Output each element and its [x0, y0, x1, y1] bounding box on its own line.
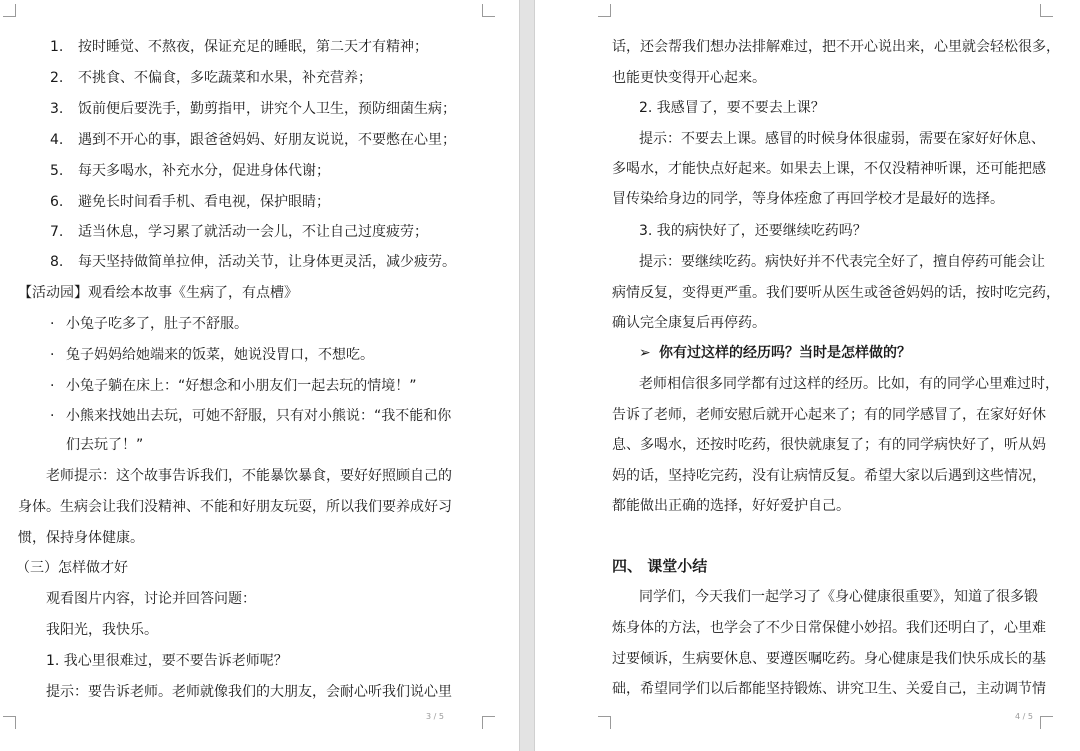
crop-mark: [1040, 716, 1053, 729]
question-3: 3. 我的病快好了，还要继续吃药吗？: [639, 223, 867, 239]
paragraph-line: 也能更快变得开心起来。: [612, 70, 766, 86]
bullet-item: 兔子妈妈给她端来的饭菜，她说没胃口，不想吃。: [66, 347, 374, 363]
list-number: 1.: [50, 39, 64, 55]
question-1: 1. 我心里很难过，要不要告诉老师呢？: [46, 653, 288, 669]
paragraph-line: 炼身体的方法，也学会了不少日常保健小妙招。我们还明白了，心里难: [612, 620, 1046, 636]
summary-heading: 四、 课堂小结: [612, 557, 708, 575]
paragraph-line: 多喝水，才能快点好起来。如果去上课，不仅没精神听课，还可能把感: [612, 161, 1046, 177]
teacher-tip-line: 身体。生病会让我们没精神、不能和好朋友玩耍，所以我们要养成好习: [18, 499, 452, 515]
paragraph-line: 病情反复，变得更严重。我们要听从医生或爸爸妈妈的话，按时吃完药，: [612, 285, 1060, 301]
question-2: 2. 我感冒了，要不要去上课？: [639, 100, 825, 116]
paragraph-line: 老师相信很多同学都有过这样的经历。比如，有的同学心里难过时，: [639, 376, 1059, 392]
list-number: 5.: [50, 163, 64, 179]
list-item: 遇到不开心的事，跟爸爸妈妈、好朋友说说，不要憋在心里；: [78, 132, 456, 148]
crop-mark: [3, 4, 16, 17]
list-item: 饭前便后要洗手，勤剪指甲，讲究个人卫生，预防细菌生病；: [78, 101, 456, 117]
paragraph-line: 息、多喝水，还按时吃药，很快就康复了；有的同学病快好了，听从妈: [612, 437, 1046, 453]
crop-mark: [3, 716, 16, 729]
paragraph-line: 冒传染给身边的同学，等身体痊愈了再回学校才是最好的选择。: [612, 191, 1004, 207]
list-number: 8.: [50, 254, 64, 270]
bullet-dot: ·: [50, 316, 55, 332]
list-number: 6.: [50, 194, 64, 210]
paragraph-line: 同学们，今天我们一起学习了《身心健康很重要》，知道了很多锻: [639, 589, 1038, 605]
experience-title: 你有过这样的经历吗？当时是怎样做的？: [659, 345, 911, 361]
page-3: [0, 0, 519, 751]
crop-mark: [482, 4, 495, 17]
paragraph-line: 告诉了老师，老师安慰后就开心起来了；有的同学感冒了，在家好好休: [612, 407, 1046, 423]
paragraph-line: 妈的话，坚持吃完药，没有让病情反复。希望大家以后遇到这些情况，: [612, 468, 1046, 484]
paragraph-line: 础，希望同学们以后都能坚持锻炼、讲究卫生、关爱自己，主动调节情: [612, 681, 1046, 697]
teacher-tip-line: 惯，保持身体健康。: [18, 530, 144, 546]
list-item: 不挑食、不偏食，多吃蔬菜和水果，补充营养；: [78, 70, 372, 86]
list-number: 7.: [50, 224, 64, 240]
crop-mark: [598, 4, 611, 17]
intro-text: 观看图片内容，讨论并回答问题：: [46, 591, 256, 607]
page-number: 3 / 5: [426, 712, 444, 721]
paragraph-line: 过要倾诉，生病要休息、要遵医嘱吃药。身心健康是我们快乐成长的基: [612, 651, 1046, 667]
list-number: 4.: [50, 132, 64, 148]
paragraph-line: 提示：不要去上课。感冒的时候身体很虚弱，需要在家好好休息、: [639, 131, 1045, 147]
motto-text: 我阳光，我快乐。: [46, 622, 158, 638]
page-gap: [519, 0, 535, 751]
bullet-dot: ·: [50, 378, 55, 394]
list-item: 适当休息，学习累了就活动一会儿，不让自己过度疲劳；: [78, 224, 428, 240]
crop-mark: [482, 716, 495, 729]
list-number: 2.: [50, 70, 64, 86]
page-number: 4 / 5: [1015, 712, 1033, 721]
list-item: 避免长时间看手机、看电视，保护眼睛；: [78, 194, 330, 210]
bullet-item: 小兔子吃多了，肚子不舒服。: [66, 316, 248, 332]
list-item: 每天多喝水，补充水分，促进身体代谢；: [78, 163, 330, 179]
bullet-item: 小兔子躺在床上：“好想念和小朋友们一起去玩的情境！”: [66, 378, 417, 394]
paragraph-line: 确认完全康复后再停药。: [612, 315, 766, 331]
paragraph-line: 都能做出正确的选择，好好爱护自己。: [612, 498, 850, 514]
list-number: 3.: [50, 101, 64, 117]
paragraph-line: 话，还会帮我们想办法排解难过，把不开心说出来，心里就会轻松很多，: [612, 39, 1060, 55]
bullet-dot: ·: [50, 347, 55, 363]
page-4: [535, 0, 1080, 751]
activity-title: 【活动园】观看绘本故事《生病了，有点槽》: [18, 285, 298, 301]
crop-mark: [598, 716, 611, 729]
list-item: 每天坚持做简单拉伸，活动关节，让身体更灵活，减少疲劳。: [78, 254, 456, 270]
bullet-item: 小熊来找她出去玩，可她不舒服，只有对小熊说：“我不能和你: [66, 408, 452, 424]
question-1-tip: 提示：要告诉老师。老师就像我们的大朋友，会耐心听我们说心里: [46, 684, 452, 700]
paragraph-line: 提示：要继续吃药。病快好并不代表完全好了，擅自停药可能会让: [639, 254, 1045, 270]
section-title: （三）怎样做才好: [16, 560, 128, 576]
arrow-bullet-icon: ➢: [639, 345, 651, 361]
crop-mark: [1040, 4, 1053, 17]
bullet-continuation: 们去玩了！”: [66, 437, 144, 453]
teacher-tip-line: 老师提示：这个故事告诉我们，不能暴饮暴食，要好好照顾自己的: [46, 468, 452, 484]
bullet-dot: ·: [50, 408, 55, 424]
list-item: 按时睡觉、不熬夜，保证充足的睡眠，第二天才有精神；: [78, 39, 428, 55]
